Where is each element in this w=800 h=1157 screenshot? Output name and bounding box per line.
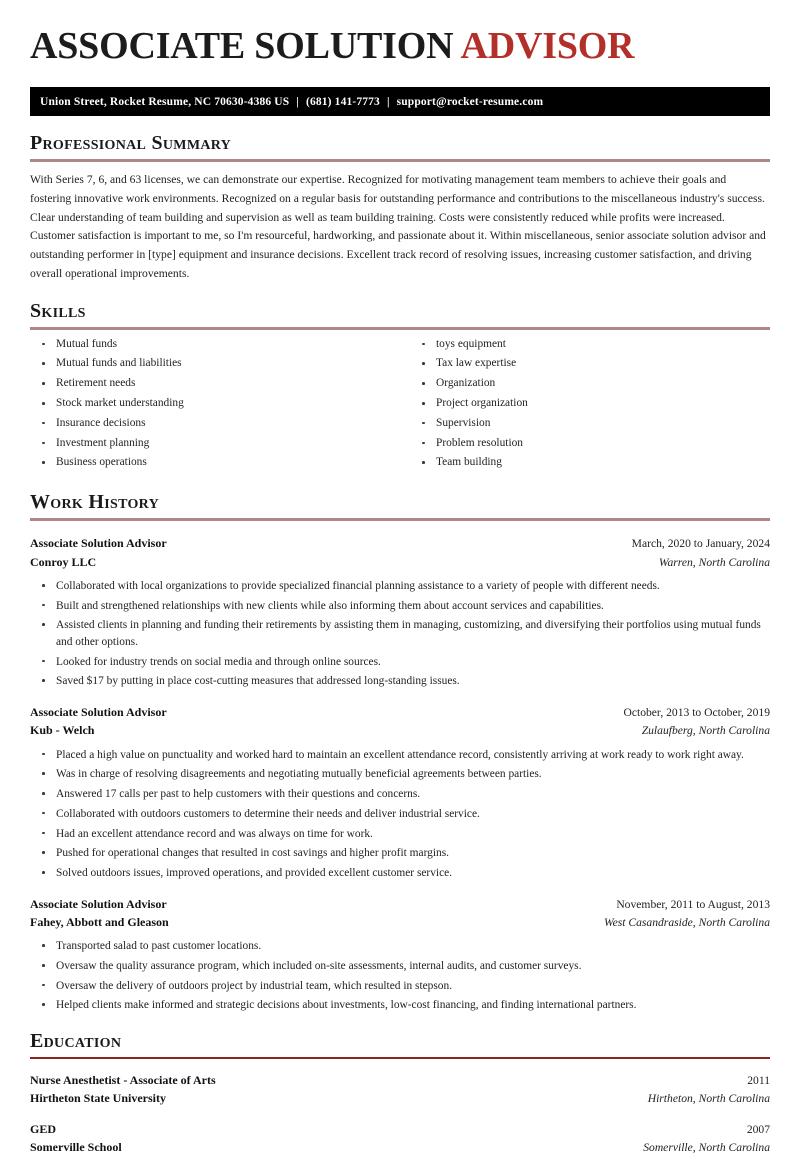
job-title-row xyxy=(30,895,770,913)
section-heading-summary: Professional Summary xyxy=(30,132,232,154)
list-item: Stock market understanding xyxy=(30,396,400,411)
job-company: Kub - Welch xyxy=(30,723,95,738)
list-item: Built and strengthened relationships with new clients while also informing them about account services and capabilities. xyxy=(30,598,770,615)
job-company-row xyxy=(30,913,770,931)
list-item: Answered 17 calls per past to help customers with their questions and concerns. xyxy=(30,786,770,803)
list-item: Oversaw the delivery of outdoors project by industrial team, which resulted in stepson. xyxy=(30,978,770,995)
list-item: Had an excellent attendance record and was always on time for work. xyxy=(30,826,770,843)
list-item: Collaborated with local organizations to provide specialized financial planning assistance to a variety of people with different needs. xyxy=(30,578,770,595)
work-history-entry xyxy=(30,895,770,1014)
job-company-row xyxy=(30,721,770,739)
education-school: Hirtheton State University xyxy=(30,1091,166,1106)
section-work-history xyxy=(30,492,770,1014)
education-school-row xyxy=(30,1138,770,1156)
list-item: Solved outdoors issues, improved operations, and provided excellent customer service. xyxy=(30,865,770,882)
skills-list-right xyxy=(410,337,770,471)
list-item: Business operations xyxy=(30,455,400,470)
section-divider-skills xyxy=(30,327,770,330)
education-degree-row xyxy=(30,1071,770,1089)
list-item: Looked for industry trends on social media and through online sources. xyxy=(30,654,770,671)
job-location: West Casandraside, North Carolina xyxy=(604,915,770,929)
summary-text: With Series 7, 6, and 63 licenses, we can demonstrate our expertise. Recognized for motivating management team members to achieve their goals and fostering innovative work environments. Recognized on a regular basis for outstanding performance and contributions to the miscellaneous industry's success. Clear understanding of team building and supervision as well as team building training. Costs were consistently reduced while profits were increased. Customer satisfaction is important to me, so I'm resourceful, hardworking, and passionate about it. Within miscellaneous, senior associate solution advisor and outstanding performer in [type] equipment and insurance decisions. Excellent track record of resolving issues, increasing customer satisfaction, and driving overall operational improvements. xyxy=(30,173,766,280)
skills-columns xyxy=(30,337,770,475)
education-school-row xyxy=(30,1089,770,1107)
contact-separator-2: | xyxy=(386,95,390,108)
list-item: Helped clients make informed and strategic decisions about investments, low-cost financing, and finding international partners. xyxy=(30,997,770,1014)
list-item: Project organization xyxy=(410,396,770,411)
list-item: Investment planning xyxy=(30,436,400,451)
job-title: Associate Solution Advisor xyxy=(30,896,167,911)
job-title: Associate Solution Advisor xyxy=(30,704,167,719)
list-item: Pushed for operational changes that resulted in cost savings and higher profit margins. xyxy=(30,845,770,862)
list-item: Organization xyxy=(410,376,770,391)
education-year: 2011 xyxy=(747,1073,770,1087)
list-item: Retirement needs xyxy=(30,376,400,391)
education-location: Hirtheton, North Carolina xyxy=(647,1092,770,1106)
section-divider-education xyxy=(30,1057,770,1059)
education-location: Somerville, North Carolina xyxy=(643,1141,770,1155)
education-entry xyxy=(30,1071,770,1108)
job-dates: October, 2013 to October, 2019 xyxy=(623,705,770,719)
job-company: Conroy LLC xyxy=(30,554,97,569)
name-first-part: ASSOCIATE SOLUTION xyxy=(30,25,461,67)
education-degree: Nurse Anesthetist - Associate of Arts xyxy=(30,1072,216,1087)
section-skills xyxy=(30,301,770,475)
job-bullets xyxy=(30,747,770,882)
skills-column-left xyxy=(30,337,400,475)
section-heading-work-history: Work History xyxy=(30,491,159,514)
education-degree-row xyxy=(30,1120,770,1138)
list-item: Team building xyxy=(410,455,770,470)
list-item: Insurance decisions xyxy=(30,416,400,431)
list-item: Assisted clients in planning and funding their retirements by assisting them in managing, customizing, and diversifying their portfolios using mutual funds and other options. xyxy=(30,617,770,650)
section-professional-summary xyxy=(30,133,770,284)
job-company-row xyxy=(30,553,770,571)
list-item: Oversaw the quality assurance program, which included on-site assessments, internal audits, and customer surveys. xyxy=(30,958,770,975)
name-last-part: ADVISOR xyxy=(460,25,635,67)
contact-phone[interactable]: (681) 141-7773 xyxy=(305,95,380,108)
job-title: Associate Solution Advisor xyxy=(30,536,167,551)
job-dates: March, 2020 to January, 2024 xyxy=(631,537,770,551)
contact-email[interactable]: support@rocket-resume.com xyxy=(396,95,544,108)
list-item: Tax law expertise xyxy=(410,356,770,371)
list-item: Supervision xyxy=(410,416,770,431)
list-item: Saved $17 by putting in place cost-cutting measures that addressed long-standing issues. xyxy=(30,673,770,690)
job-location: Warren, North Carolina xyxy=(658,555,770,569)
job-bullets xyxy=(30,578,770,690)
job-dates: November, 2011 to August, 2013 xyxy=(616,897,770,911)
job-bullets xyxy=(30,938,770,1014)
work-history-entry xyxy=(30,703,770,882)
job-company: Fahey, Abbott and Gleason xyxy=(30,914,169,929)
section-heading-education: Education xyxy=(30,1029,122,1052)
section-divider-summary xyxy=(30,159,770,162)
education-entry xyxy=(30,1120,770,1157)
section-divider-work-history xyxy=(30,518,770,521)
contact-separator-1: | xyxy=(296,95,299,108)
section-education xyxy=(30,1031,770,1157)
section-heading-skills: Skills xyxy=(30,299,86,322)
contact-bar xyxy=(30,87,770,116)
list-item: Mutual funds xyxy=(30,337,400,352)
contact-address: Union Street, Rocket Resume, NC 70630-4386 US xyxy=(40,95,290,108)
list-item: toys equipment xyxy=(410,337,770,352)
job-title-row xyxy=(30,534,770,552)
list-item: Collaborated with outdoors customers to determine their needs and deliver industrial service. xyxy=(30,806,770,823)
list-item: Was in charge of resolving disagreements and negotiating mutually beneficial agreements between parties. xyxy=(30,766,770,783)
skills-list-left xyxy=(30,337,400,471)
education-degree: GED xyxy=(30,1121,57,1136)
list-item: Problem resolution xyxy=(410,436,770,451)
list-item: Placed a high value on punctuality and worked hard to maintain an excellent attendance record, consistently arriving at work ready to work right away. xyxy=(30,747,770,764)
job-location: Zulaufberg, North Carolina xyxy=(641,724,770,738)
education-school: Somerville School xyxy=(30,1140,122,1155)
skills-column-right xyxy=(400,337,770,475)
work-history-entry xyxy=(30,534,770,690)
job-title-row xyxy=(30,703,770,721)
education-year: 2007 xyxy=(746,1122,770,1136)
list-item: Mutual funds and liabilities xyxy=(30,356,400,371)
list-item: Transported salad to past customer locations. xyxy=(30,938,770,955)
page-title xyxy=(30,0,770,65)
